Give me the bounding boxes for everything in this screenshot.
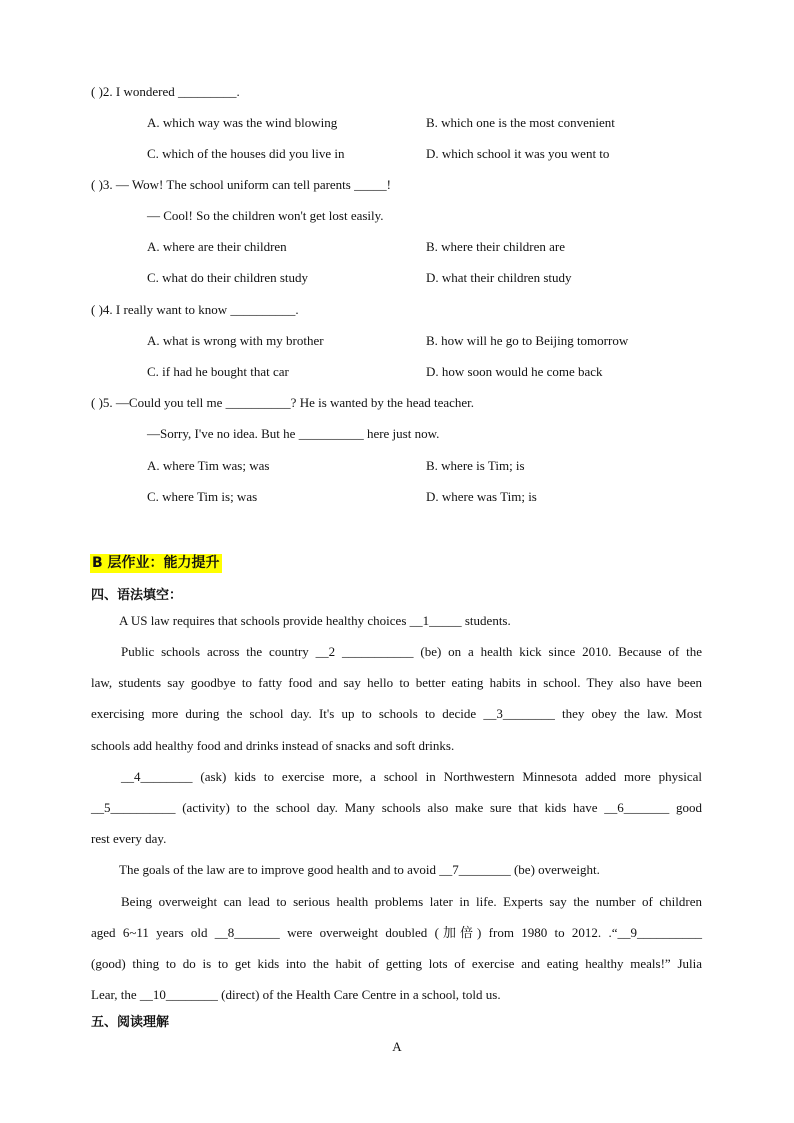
section-b-title: B 层作业：能力提升	[92, 555, 220, 571]
passage-line-7: __5__________ (activity) to the school day. Many schools also make sure that kids have __6_______ good	[91, 800, 702, 815]
question-5-option-a: A. where Tim was; was	[147, 458, 270, 473]
passage-line-1: A US law requires that schools provide healthy choices __1_____ students.	[119, 613, 511, 628]
passage-line-9: The goals of the law are to improve good health and to avoid __7________ (be) overweight.	[119, 862, 600, 877]
question-4-stem: ( )4. I really want to know __________.	[91, 302, 299, 317]
question-5-stem: ( )5. —Could you tell me __________? He is wanted by the head teacher.	[91, 395, 475, 410]
passage-line-6: __4________ (ask) kids to exercise more, a school in Northwestern Minnesota added more physical	[121, 769, 702, 784]
question-5-option-b: B. where is Tim; is	[426, 458, 525, 473]
passage-line-12: (good) thing to do is to get kids into the habit of getting lots of exercise and eating healthy meals!” Julia	[91, 956, 702, 971]
question-2-option-b: B. which one is the most convenient	[426, 115, 615, 130]
question-5-option-d: D. where was Tim; is	[426, 489, 537, 504]
question-3-option-c: C. what do their children study	[147, 270, 309, 285]
part-5-heading: 五、阅读理解	[91, 1015, 170, 1030]
question-4-option-c: C. if had he bought that car	[147, 364, 289, 379]
passage-line-10: Being overweight can lead to serious health problems later in life. Experts say the number of children	[121, 894, 702, 909]
question-3-reply: — Cool! So the children won't get lost easily.	[147, 208, 384, 223]
passage-line-4: exercising more during the school day. It's up to schools to decide __3________ they obey the law. Most	[91, 706, 702, 721]
passage-label-a: A	[392, 1039, 402, 1054]
passage-line-11: aged 6~11 years old __8_______ were overweight doubled (加倍) from 1980 to 2012. .“__9__________	[91, 925, 702, 940]
question-5-option-c: C. where Tim is; was	[147, 489, 258, 504]
question-2-option-c: C. which of the houses did you live in	[147, 146, 345, 161]
question-4-option-a: A. what is wrong with my brother	[147, 333, 324, 348]
passage-line-2: Public schools across the country __2 ___________ (be) on a health kick since 2010. Because of the	[121, 644, 702, 659]
part-4-heading: 四、语法填空：	[91, 588, 183, 603]
passage-line-3: law, students say goodbye to fatty food and say hello to better eating habits in school. They also have been	[91, 675, 702, 690]
question-3-option-b: B. where their children are	[426, 239, 565, 254]
passage-line-8: rest every day.	[91, 831, 167, 846]
question-3-option-d: D. what their children study	[426, 270, 572, 285]
question-5-reply: —Sorry, I've no idea. But he __________ here just now.	[147, 426, 440, 441]
question-3-stem: ( )3. — Wow! The school uniform can tell parents _____!	[91, 177, 391, 192]
question-3-option-a: A. where are their children	[147, 239, 287, 254]
passage-line-5: schools add healthy food and drinks instead of snacks and soft drinks.	[91, 738, 455, 753]
question-2-option-d: D. which school it was you went to	[426, 146, 610, 161]
passage-line-13: Lear, the __10________ (direct) of the Health Care Centre in a school, told us.	[91, 987, 501, 1002]
question-2-option-a: A. which way was the wind blowing	[147, 115, 338, 130]
question-4-option-d: D. how soon would he come back	[426, 364, 603, 379]
question-2-stem: ( )2. I wondered _________.	[91, 84, 240, 99]
question-4-option-b: B. how will he go to Beijing tomorrow	[426, 333, 629, 348]
